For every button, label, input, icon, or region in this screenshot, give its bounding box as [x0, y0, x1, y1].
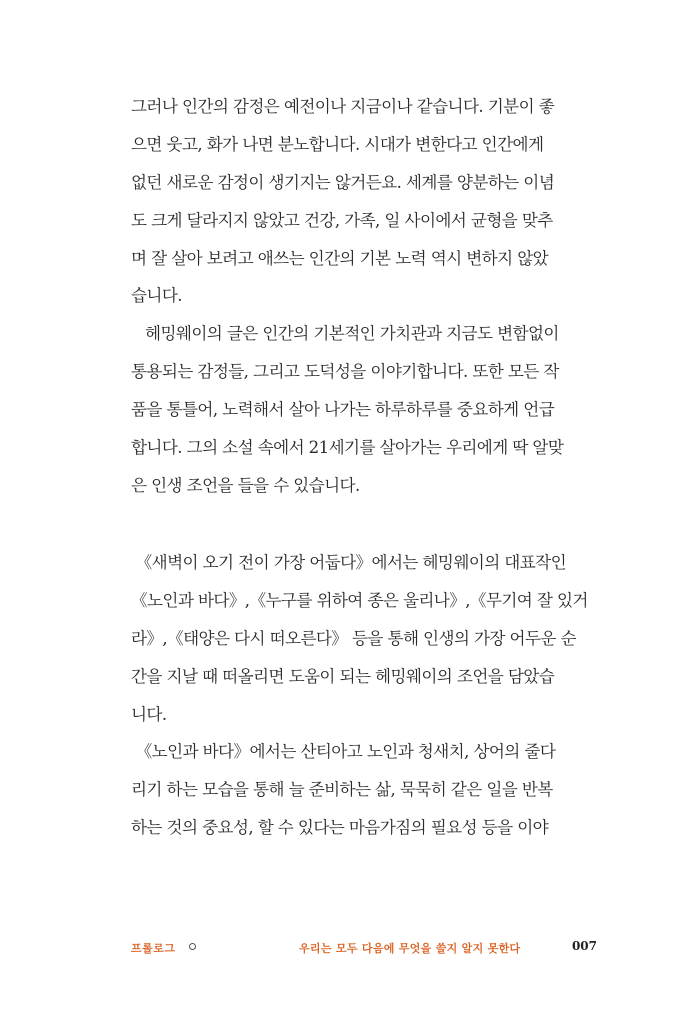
- text-line: 하는 것의 중요성, 할 수 있다는 마음가짐의 필요성 등을 이야: [131, 818, 549, 838]
- body-text-section-1: [131, 88, 611, 505]
- text-line: 《노인과 바다》에서는 산티아고 노인과 청새치, 상어의 줄다: [131, 742, 556, 762]
- text-line: 품을 통틀어, 노력해서 살아 나가는 하루하루를 중요하게 언급: [131, 400, 555, 420]
- text-line: 니다.: [131, 704, 167, 724]
- text-line: 리기 하는 모습을 통해 늘 준비하는 삶, 묵묵히 같은 일을 반복: [131, 780, 553, 800]
- text-line: 통용되는 감정들, 그리고 도덕성을 이야기합니다. 또한 모든 작: [131, 362, 559, 382]
- text-line: 그러나 인간의 감정은 예전이나 지금이나 같습니다. 기분이 좋: [131, 97, 555, 116]
- page-footer: [131, 936, 597, 960]
- footer-section-label: 프롤로그: [131, 942, 176, 955]
- text-line: 헤밍웨이의 글은 인간의 기본적인 가치관과 지금도 변함없이: [131, 324, 559, 344]
- circle-icon: [189, 943, 196, 950]
- text-line: 《노인과 바다》,《누구를 위하여 종은 울리나》,《무기여 잘 있거: [131, 590, 588, 610]
- text-line: 도 크게 달라지지 않았고 건강, 가족, 일 사이에서 균형을 맞추: [131, 210, 553, 230]
- text-line: 습니다.: [131, 286, 182, 306]
- text-line: 라》,《태양은 다시 떠오른다》 등을 통해 인생의 가장 어두운 순: [131, 628, 576, 648]
- text-line: 은 인생 조언을 들을 수 있습니다.: [131, 475, 360, 495]
- body-text-section-2: [131, 544, 611, 847]
- text-line: 으면 웃고, 화가 나면 분노합니다. 시대가 변한다고 인간에게: [131, 134, 544, 154]
- text-line: 간을 지날 때 떠올리면 도움이 되는 헤밍웨이의 조언을 담았습: [131, 666, 555, 686]
- text-line: 없던 새로운 감정이 생기지는 않거든요. 세계를 양분하는 이념: [131, 172, 555, 192]
- footer-book-title: 우리는 모두 다음에 무엇을 쓸지 알지 못한다: [299, 942, 521, 955]
- text-line: 며 잘 살아 보려고 애쓰는 인간의 기본 노력 역시 변하지 않았: [131, 248, 549, 268]
- text-line: 합니다. 그의 소설 속에서 21세기를 살아가는 우리에게 딱 알맞: [131, 438, 564, 458]
- text-line: 《새벽이 오기 전이 가장 어둡다》에서는 헤밍웨이의 대표작인: [131, 553, 567, 572]
- page-number: 007: [571, 939, 597, 953]
